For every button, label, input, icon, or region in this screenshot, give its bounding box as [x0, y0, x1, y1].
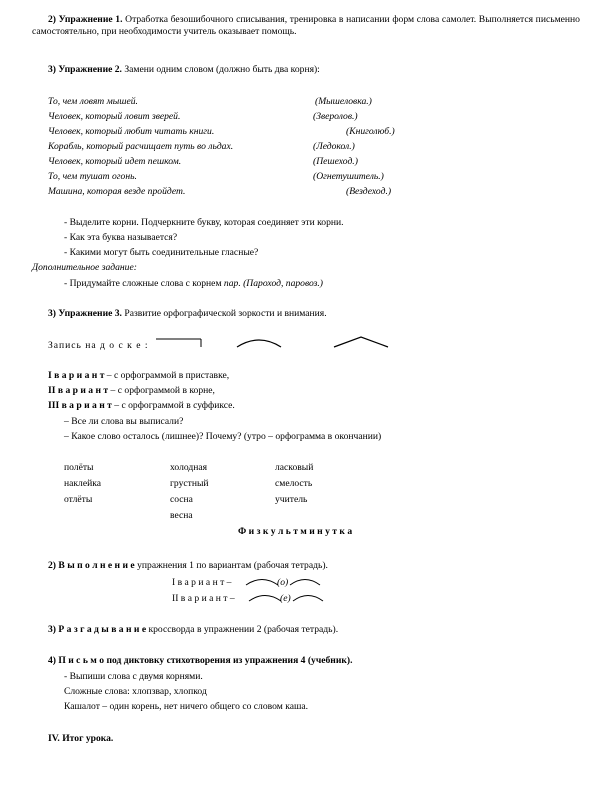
- ex2-answer: (Мышеловка.): [315, 96, 372, 107]
- ex2-answer: (Пешеход.): [313, 156, 358, 167]
- crossword-title: Р а з г а д ы в а н и е: [58, 624, 147, 635]
- word-item: ласковый: [275, 462, 314, 473]
- perform-variant-letter: (о): [277, 577, 289, 588]
- variant-line: [48, 385, 215, 397]
- ex2-phrase: Человек, который идет пешком.: [48, 156, 182, 167]
- exercise-1-number: 2): [48, 14, 56, 25]
- exercise-1-text: Отработка безошибочного списывания, тренировка в написании форм слова самолет. Выполняется письменно самостоятельно, при необходимости учитель оказывает помощь.: [32, 14, 580, 37]
- perform-heading: [48, 560, 328, 572]
- exercise-3-text: Развитие орфографической зоркости и внимания.: [124, 308, 327, 319]
- word-item: отлёты: [64, 494, 93, 505]
- perform-title: В ы п о л н е н и е: [58, 560, 135, 571]
- extra-task-example: пар. (Пароход, паровоз.): [223, 278, 324, 289]
- perform-number: 2): [48, 560, 59, 571]
- perform-variant-label: I в а р и а н т –: [172, 577, 232, 588]
- ex2-answer: (Вездеход.): [346, 186, 392, 197]
- variant-label: III в а р и а н т: [48, 400, 112, 411]
- exercise-2-title: 3) Упражнение 2.: [48, 64, 122, 75]
- dictation-title: П и с ь м о: [58, 655, 105, 666]
- crossword-text: кроссворда в упражнении 2 (рабочая тетрадь).: [146, 624, 339, 635]
- ex2-phrase: То, чем тушат огонь.: [48, 171, 137, 182]
- variant-label: II в а р и а н т: [48, 385, 109, 396]
- exercise-2-text: Замени одним словом (должно быть два корня):: [124, 64, 320, 75]
- suffix-mark-icon: [332, 335, 390, 349]
- perform-text: упражнения 1 по вариантам (рабочая тетрадь).: [134, 560, 328, 571]
- variant-text: – с орфограммой в приставке,: [104, 370, 230, 381]
- fizkultminutka-heading: Ф и з к у л ь т м и н у т к а: [238, 526, 353, 537]
- ex2-answer: (Книголюб.): [346, 126, 395, 137]
- dictation-heading: [48, 655, 352, 667]
- board-label: Запись на д о с к е :: [48, 340, 149, 351]
- ex2-phrase: Машина, которая везде пройдет.: [48, 186, 186, 197]
- word-item: наклейка: [64, 478, 102, 489]
- perform-variant-label: II в а р и а н т –: [172, 593, 235, 604]
- perform-variant-letter: (е): [280, 593, 291, 604]
- variant-line: [48, 400, 235, 412]
- exercise-3-title: 3) Упражнение 3.: [48, 308, 122, 319]
- dictation-text: под диктовку стихотворения из упражнения 4 (учебник).: [104, 655, 353, 666]
- extra-task-label: Дополнительное задание:: [32, 262, 137, 273]
- variant-text: – с орфограммой в суффиксе.: [111, 400, 235, 411]
- root-mark-icon: [235, 337, 283, 349]
- dictation-number: 4): [48, 655, 59, 666]
- ex2-answer: (Огнетушитель.): [313, 171, 384, 182]
- ex2-phrase: Человек, который любит читать книги.: [48, 126, 215, 137]
- dictation-line: Кашалот – один корень, нет ничего общего со словом каша.: [64, 701, 309, 712]
- dictation-line: - Выпиши слова с двумя корнями.: [64, 671, 203, 682]
- word-item: учитель: [275, 494, 308, 505]
- perform-variant-2: [172, 593, 235, 605]
- extra-task: [64, 278, 323, 290]
- variant-line: [48, 370, 229, 382]
- word-item: весна: [170, 510, 193, 521]
- word-item: сосна: [170, 494, 193, 505]
- prefix-mark-icon: [155, 337, 203, 349]
- word-item: смелость: [275, 478, 313, 489]
- ex3-question: – Какое слово осталось (лишнее)? Почему? (утро – орфограмма в окончании): [64, 431, 382, 442]
- ex2-question: - Какими могут быть соединительные гласные?: [64, 247, 259, 258]
- extra-task-text: - Придумайте сложные слова с корнем: [64, 278, 224, 289]
- variant-label: I в а р и а н т: [48, 370, 105, 381]
- ex2-phrase: То, чем ловят мышей.: [48, 96, 138, 107]
- ex2-phrase: Человек, который ловит зверей.: [48, 111, 181, 122]
- exercise-3-heading: [48, 308, 327, 320]
- word-item: холодная: [170, 462, 208, 473]
- crossword-heading: [48, 624, 338, 636]
- variant-text: – с орфограммой в корне,: [108, 385, 215, 396]
- lesson-summary-heading: IV. Итог урока.: [48, 733, 114, 744]
- perform-variant-1: [172, 577, 231, 589]
- word-item: грустный: [170, 478, 209, 489]
- ex3-question: – Все ли слова вы выписали?: [64, 416, 184, 427]
- ex2-answer: (Зверолов.): [313, 111, 358, 122]
- exercise-2-heading: [48, 64, 320, 76]
- ex2-phrase: Корабль, который расчищает путь во льдах.: [48, 141, 234, 152]
- ex2-answer: (Ледокол.): [313, 141, 355, 152]
- word-item: полёты: [64, 462, 94, 473]
- dictation-line: Сложные слова: хлопзвар, хлопкод: [64, 686, 207, 697]
- ex2-question: - Как эта буква называется?: [64, 232, 178, 243]
- exercise-1-paragraph: [32, 14, 580, 38]
- exercise-1-title: Упражнение 1.: [58, 14, 123, 25]
- ex2-question: - Выделите корни. Подчеркните букву, которая соединяет эти корни.: [64, 217, 344, 228]
- crossword-number: 3): [48, 624, 59, 635]
